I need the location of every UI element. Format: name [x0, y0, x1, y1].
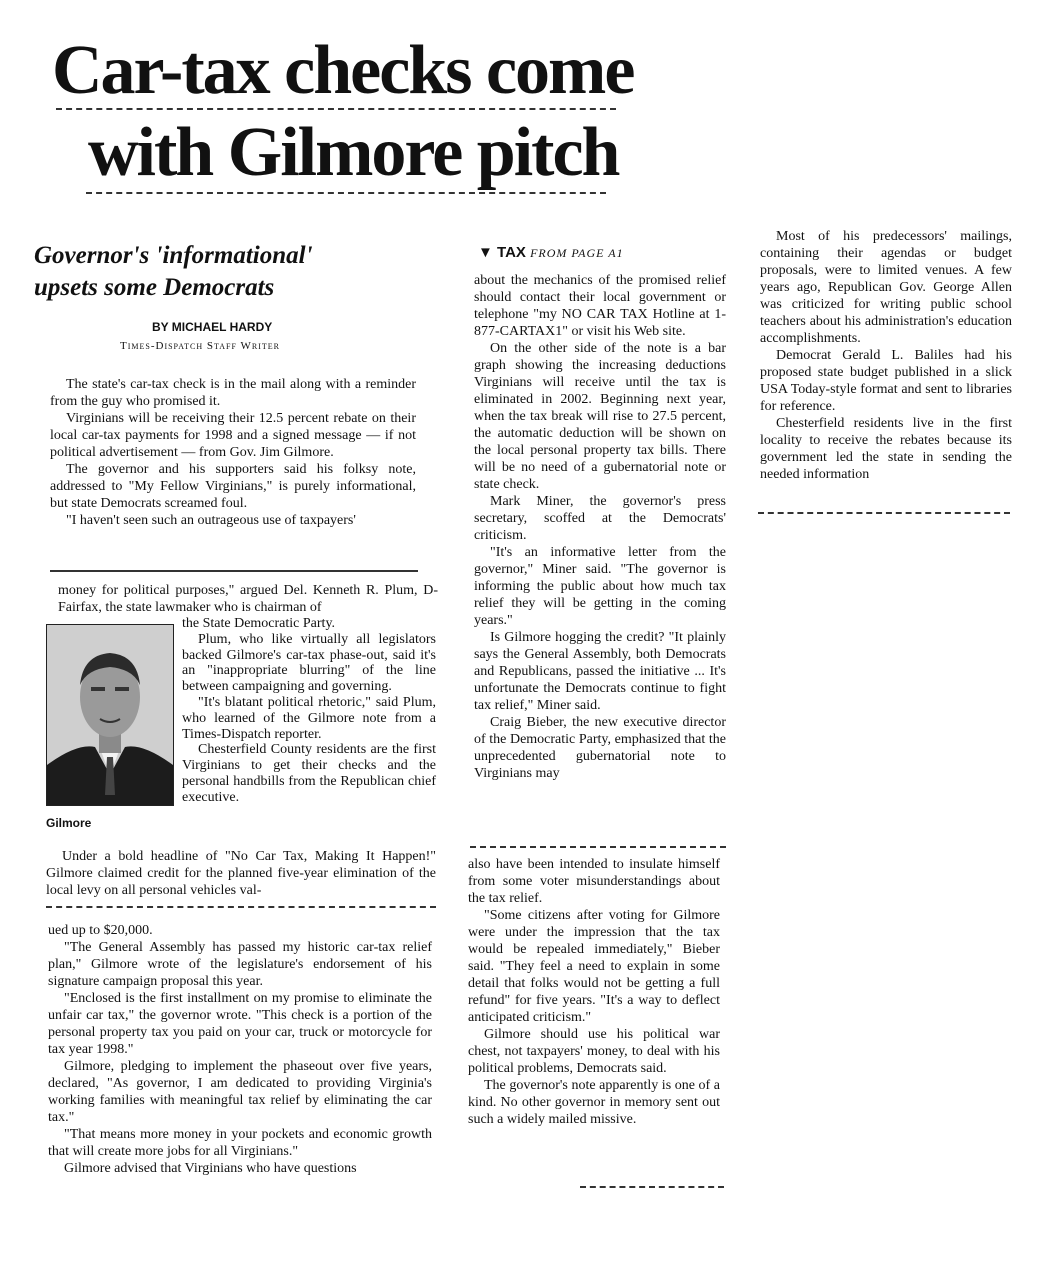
paragraph: Gilmore advised that Virginians who have questions	[64, 1161, 357, 1176]
photo-caption: Gilmore	[46, 816, 92, 830]
paragraph: Gilmore should use his political war chest, not taxpayers' money, to deal with his political problems, Democrats said.	[468, 1027, 720, 1076]
column-3	[760, 228, 1012, 483]
column-2-bottom	[468, 856, 720, 1128]
subhead	[34, 240, 374, 304]
column-2-end-rule	[580, 1186, 724, 1188]
paragraph: "Enclosed is the first installment on my promise to eliminate the unfair car tax," the governor wrote. "This check is a portion of the personal property tax you paid on your car, truck or motorcycle for tax year 1998."	[48, 991, 432, 1057]
credit-line: Times-Dispatch Staff Writer	[120, 340, 280, 352]
headline-line-2: with Gilmore pitch	[88, 114, 619, 191]
headline	[40, 30, 680, 194]
headline-line-1: Car-tax checks come	[52, 32, 634, 109]
paragraph: Gilmore, pledging to implement the phaseout over five years, declared, "As governor, I am dedicated to providing Virginia's working families with meaningful tax relief by eliminating the car tax."	[48, 1059, 432, 1125]
paragraph: Chesterfield County residents are the first Virginians to get their checks and the personal handbills from the Republican chief executive.	[182, 742, 436, 805]
paragraph: also have been intended to insulate himself from some voter misunderstandings about the tax relief.	[468, 857, 720, 906]
paragraph: "Some citizens after voting for Gilmore were under the impression that the tax would be repealed immediately," Bieber said. "They feel a need to explain in some detail that folks would not be getting a full refund" for five years. "It's a way to deflect anticipated criticism."	[468, 908, 720, 1025]
paragraph: The governor's note apparently is one of a kind. No other governor in memory sent out such a widely mailed missive.	[468, 1078, 720, 1127]
paragraph: Under a bold headline of "No Car Tax, Making It Happen!" Gilmore claimed credit for the planned five-year elimination of the local levy on all personal vehicles val-	[46, 849, 436, 898]
column-2-rule	[470, 846, 726, 848]
column-1-rule	[50, 570, 418, 572]
column-1-bottom	[48, 922, 432, 1177]
paragraph: Democrat Gerald L. Baliles had his proposed state budget published in a slick USA Today-style format and sent to libraries for reference.	[760, 348, 1012, 414]
paragraph: "It's an informative letter from the governor," Miner said. "The governor is informing the public about how much tax relief they will be getting in the coming years."	[474, 545, 726, 628]
column-2-top	[474, 272, 726, 782]
paragraph: the State Democratic Party.	[182, 616, 336, 631]
paragraph: Virginians will be receiving their 12.5 percent rebate on their local car-tax payments for 1998 and a signed message — if not political advertisement — from Gov. Jim Gilmore.	[50, 411, 416, 460]
headline-rule-1	[56, 108, 616, 110]
paragraph: The governor and his supporters said his folksy note, addressed to "My Fellow Virginians," is purely informational, but state Democrats screamed foul.	[50, 462, 416, 511]
paragraph: The state's car-tax check is in the mail along with a reminder from the guy who promised it.	[50, 377, 416, 409]
byline: BY MICHAEL HARDY	[152, 320, 273, 334]
column-1-top	[50, 376, 416, 529]
paragraph: about the mechanics of the promised relief should contact their local government or telephone "my NO CAR TAX Hotline at 1-877-CARTAX1" or visit his Web site.	[474, 273, 726, 339]
gilmore-photo	[46, 624, 174, 806]
paragraph: money for political purposes," argued Del. Kenneth R. Plum, D-Fairfax, the state lawmaker who is chairman of	[58, 583, 438, 615]
jump-marker: ▼ TAX	[478, 244, 526, 261]
paragraph: "The General Assembly has passed my historic car-tax relief plan," Gilmore wrote of the legislature's endorsement of his signature campaign proposal this year.	[48, 940, 432, 989]
paragraph: "That means more money in your pockets and economic growth that will create more jobs for all Virginians."	[48, 1127, 432, 1159]
paragraph: "I haven't seen such an outrageous use of taxpayers'	[66, 513, 356, 528]
subhead-line-2: upsets some Democrats	[34, 274, 275, 301]
paragraph: ued up to $20,000.	[48, 923, 153, 938]
column-1-beside-photo	[182, 616, 436, 806]
jump-line	[478, 244, 624, 261]
headline-rule-2	[86, 192, 606, 194]
column-3-end-rule	[758, 512, 1010, 514]
jump-from: FROM PAGE A1	[530, 246, 624, 260]
column-1-lead	[58, 582, 438, 616]
paragraph: "It's blatant political rhetoric," said Plum, who learned of the Gilmore note from a Times-Dispatch reporter.	[182, 694, 436, 742]
paragraph: On the other side of the note is a bar graph showing the increasing deductions Virginians will receive until the tax is eliminated in 2002. Beginning next year, when the tax break will rise to 27.5 percent, the automatic deduction will be shown on the local personal property tax bills. There will be no need of a gubernatorial note or state check.	[474, 341, 726, 492]
paragraph: Craig Bieber, the new executive director of the Democratic Party, emphasized that the unprecedented gubernatorial note to Virginians may	[474, 715, 726, 781]
column-1-mid	[46, 848, 436, 899]
paragraph: Most of his predecessors' mailings, containing their agendas or budget proposals, were to limited venues. A few years ago, Republican Gov. George Allen was criticized for writing public school teachers about his administration's education accomplishments.	[760, 229, 1012, 346]
subhead-line-1: Governor's 'informational'	[34, 242, 313, 269]
paragraph: Chesterfield residents live in the first locality to receive the rebates because its government led the state in sending the needed information	[760, 416, 1012, 482]
paragraph: Is Gilmore hogging the credit? "It plainly says the General Assembly, both Democrats and Republicans, passed the initiative ... It's unfortunate the Democrats continue to fight tax relief," Miner said.	[474, 630, 726, 713]
portrait-image	[47, 625, 173, 805]
paragraph: Mark Miner, the governor's press secretary, scoffed at the Democrats' criticism.	[474, 494, 726, 543]
column-1-rule-2	[46, 906, 436, 908]
paragraph: Plum, who like virtually all legislators backed Gilmore's car-tax phase-out, said it's an "inappropriate blurring" of the line between campaigning and governing.	[182, 631, 436, 695]
